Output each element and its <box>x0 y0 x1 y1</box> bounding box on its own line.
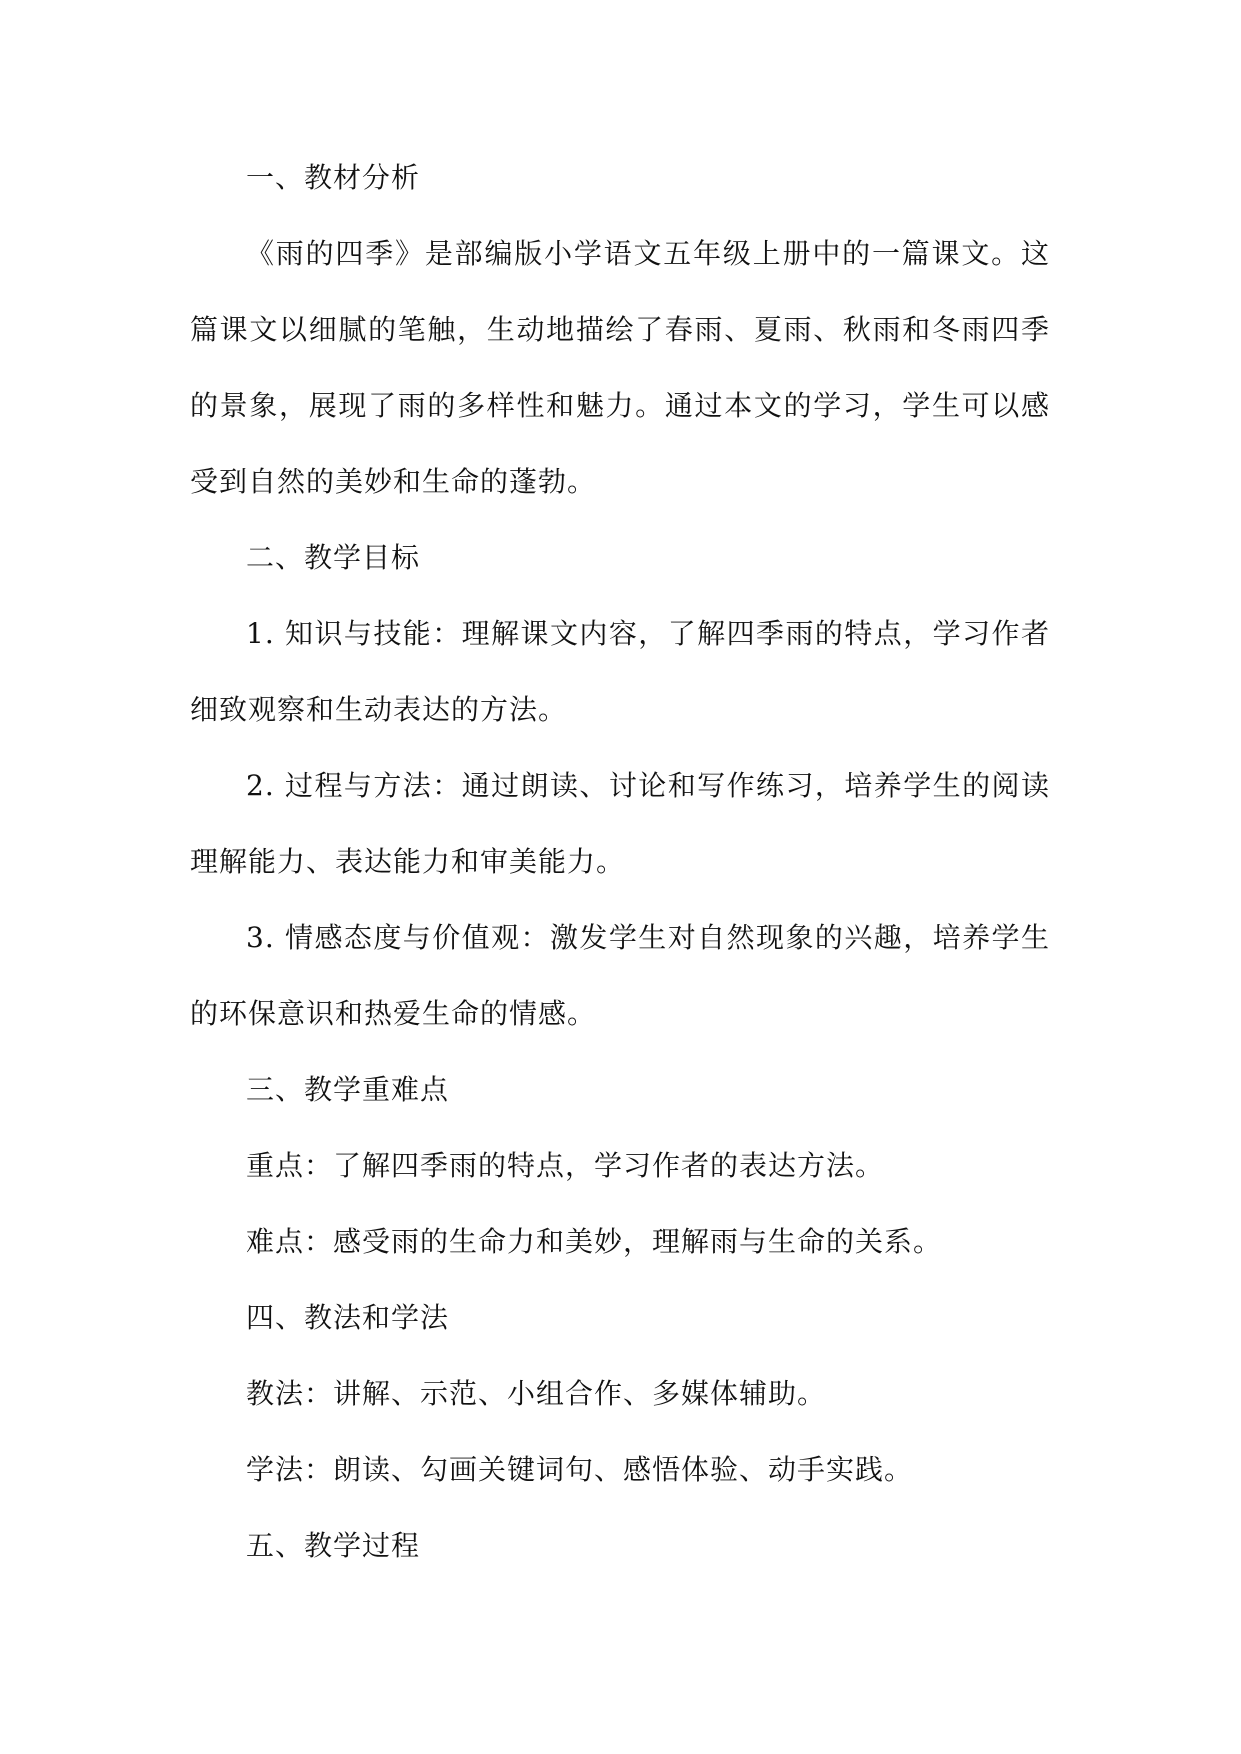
section-heading-methods: 四、教法和学法 <box>246 1301 450 1334</box>
section-heading-process: 五、教学过程 <box>246 1529 421 1562</box>
goal-item-1: 1. 知识与技能：理解课文内容，了解四季雨的特点，学习作者细致观察和生动表达的方法。 <box>190 617 1050 726</box>
goal-item-2: 2. 过程与方法：通过朗读、讨论和写作练习，培养学生的阅读理解能力、表达能力和审美能力。 <box>190 769 1050 878</box>
difficult-point-text: 难点：感受雨的生命力和美妙，理解雨与生命的关系。 <box>246 1225 943 1258</box>
teaching-methods-text: 教法：讲解、示范、小组合作、多媒体辅助。 <box>246 1377 827 1410</box>
section-heading-goals: 二、教学目标 <box>246 541 421 574</box>
learning-methods-text: 学法：朗读、勾画关键词句、感悟体验、动手实践。 <box>246 1453 914 1486</box>
key-point-text: 重点：了解四季雨的特点，学习作者的表达方法。 <box>246 1149 885 1182</box>
goal-item-3: 3. 情感态度与价值观：激发学生对自然现象的兴趣，培养学生的环保意识和热爱生命的情感。 <box>190 921 1050 1030</box>
document-body <box>190 140 1050 1584</box>
section-heading-key-points: 三、教学重难点 <box>246 1073 450 1106</box>
analysis-paragraph: 《雨的四季》是部编版小学语文五年级上册中的一篇课文。这篇课文以细腻的笔触，生动地描绘了春雨、夏雨、秋雨和冬雨四季的景象，展现了雨的多样性和魅力。通过本文的学习，学生可以感受到自然的美妙和生命的蓬勃。 <box>190 237 1050 498</box>
section-heading-analysis: 一、教材分析 <box>246 161 421 194</box>
